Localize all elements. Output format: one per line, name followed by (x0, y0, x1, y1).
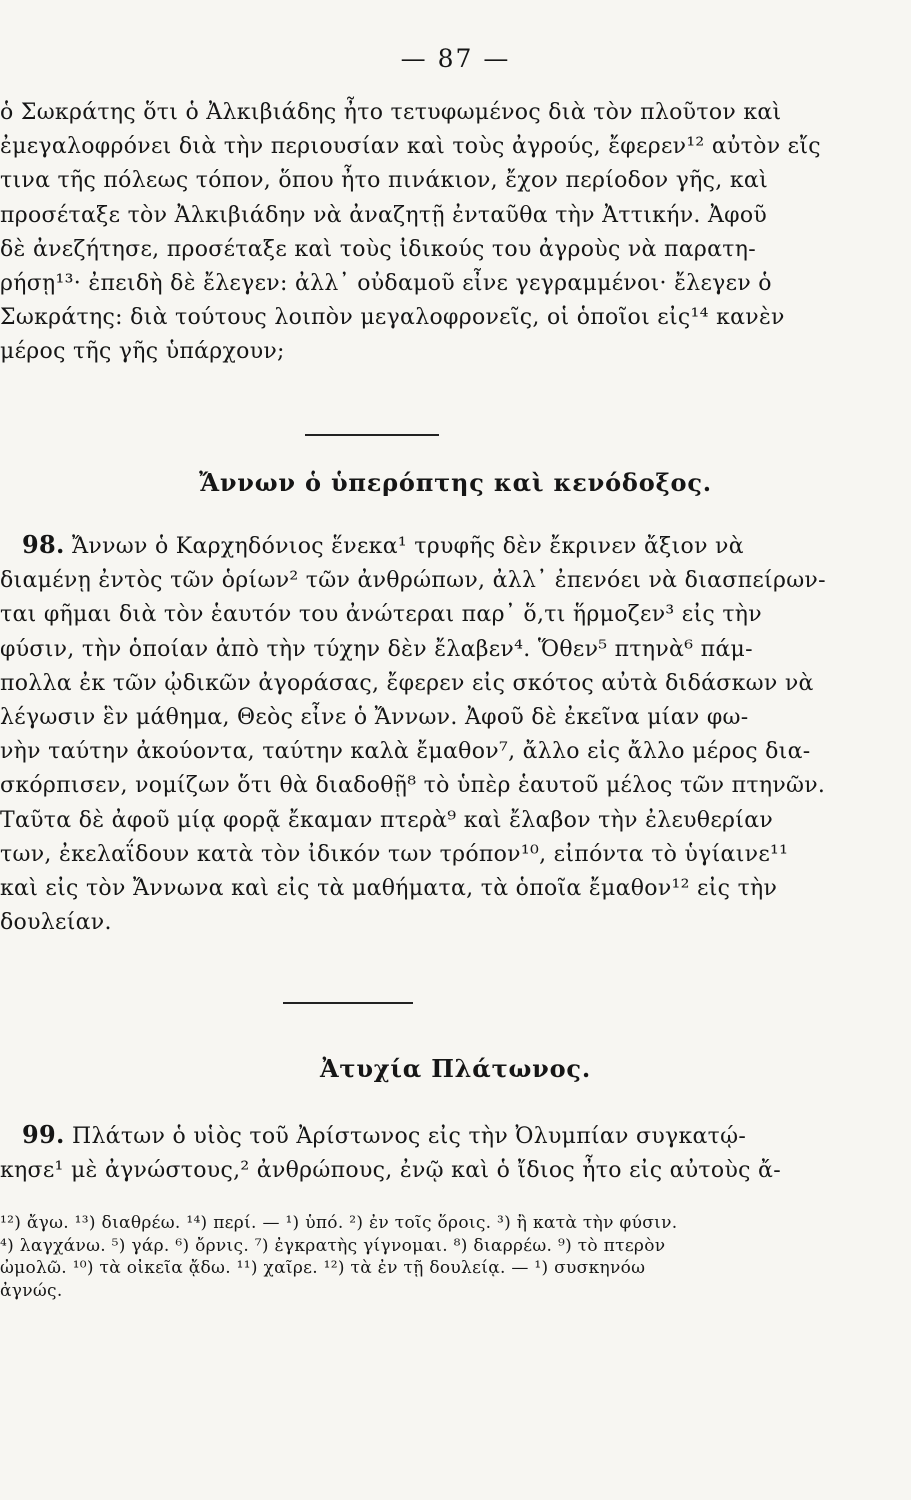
text-line: ρήσῃ¹³· ἐπειδὴ δὲ ἔλεγεν: ἀλλ᾽ οὐδαμοῦ εἶνε γεγραμμένοι· ἔλεγεν ὁ (0, 271, 772, 297)
text-line: προσέταξε τὸν Ἀλκιβιάδην νὰ ἀναζητῇ ἐνταῦθα τὴν Ἀττικήν. Ἀφοῦ (0, 202, 768, 228)
section-divider (305, 434, 439, 436)
text-line: λέγωσιν ἓν μάθημα, Θεὸς εἶνε ὁ Ἄννων. Ἀφοῦ δὲ ἐκεῖνα μίαν φω- (0, 705, 749, 731)
footnote-line: ὠμολῶ. ¹⁰) τὰ οἰκεῖα ᾄδω. ¹¹) χαῖρε. ¹²) τὰ ἐν τῇ δουλείᾳ. — ¹) συσκηνόω (0, 1258, 646, 1278)
section-number: 99. (22, 1120, 65, 1149)
text-line: μέρος τῆς γῆς ὑπάρχουν; (0, 339, 285, 365)
footnotes (0, 1212, 880, 1302)
text-line: δὲ ἀνεζήτησε, προσέταξε καὶ τοὺς ἰδικούς του ἀγροὺς νὰ παρατη- (0, 236, 756, 262)
section-divider (283, 1002, 413, 1004)
text-line: φύσιν, τὴν ὁποίαν ἀπὸ τὴν τύχην δὲν ἔλαβεν⁴. Ὅθεν⁵ πτηνὰ⁶ πάμ- (0, 636, 753, 662)
first-line-text: Πλάτων ὁ υἱὸς τοῦ Ἀρίστωνος εἰς τὴν Ὀλυμπίαν συγκατῴ- (71, 1124, 747, 1149)
text-line: κησε¹ μὲ ἀγνώστους,² ἀνθρώπους, ἐνῷ καὶ ὁ ἴδιος ἦτο εἰς αὐτοὺς ἄ- (0, 1158, 781, 1184)
section-number: 98. (22, 530, 65, 559)
page-number: — 87 — (400, 44, 511, 73)
text-line: νὴν ταύτην ἀκούοντα, ταύτην καλὰ ἔμαθον⁷, ἄλλο εἰς ἄλλο μέρος δια- (0, 739, 811, 765)
text-line: Σωκράτης: διὰ τούτους λοιπὸν μεγαλοφρονεῖς, οἱ ὁποῖοι εἰς¹⁴ κανὲν (0, 305, 785, 331)
text-line: των, ἐκελαΐδουν κατὰ τὸν ἰδικόν των τρόπον¹⁰, εἰπόντα τὸ ὑγίαινε¹¹ (0, 841, 789, 867)
footnote-line: ⁴) λαγχάνω. ⁵) γάρ. ⁶) ὄρνις. ⁷) ἐγκρατὴς γίγνομαι. ⁸) διαρρέω. ⁹) τὸ πτερὸν (0, 1235, 666, 1256)
section-99-paragraph (0, 1118, 880, 1188)
text-line: ται φῆμαι διὰ τὸν ἑαυτόν του ἀνώτεραι παρ᾽ ὅ,τι ἥρμοζεν³ εἰς τὴν (0, 602, 762, 628)
text-line: καὶ εἰς τὸν Ἄννωνα καὶ εἰς τὰ μαθήματα, τὰ ὁποῖα ἔμαθον¹² εἰς τὴν (0, 876, 778, 902)
section-heading-98: Ἄννων ὁ ὑπερόπτης καὶ κενόδοξος. (199, 468, 712, 497)
first-line-text: Ἄννων ὁ Καρχηδόνιος ἕνεκα¹ τρυφῆς δὲν ἔκρινεν ἄξιον νὰ (71, 534, 744, 559)
section-98-paragraph (0, 528, 880, 940)
text-line: ὁ Σωκράτης ὅτι ὁ Ἀλκιβιάδης ἦτο τετυφωμένος διὰ τὸν πλοῦτον καὶ (0, 100, 782, 125)
text-line: πολλα ἐκ τῶν ᾠδικῶν ἀγοράσας, ἔφερεν εἰς σκότος αὐτὰ διδάσκων νὰ (0, 670, 814, 696)
text-line: δουλείαν. (0, 910, 112, 936)
footnote-line: ἀγνώς. (0, 1280, 63, 1301)
footnote-line: ¹²) ἄγω. ¹³) διαθρέω. ¹⁴) περί. — ¹) ὑπό. ²) ἐν τοῖς ὅροις. ³) ἢ κατὰ τὴν φύσιν. (0, 1213, 678, 1233)
section-heading-99: Ἀτυχία Πλάτωνος. (319, 1054, 592, 1083)
text-line: Ταῦτα δὲ ἀφοῦ μίᾳ φορᾷ ἔκαμαν πτερὰ⁹ καὶ ἔλαβον τὴν ἐλευθερίαν (0, 807, 774, 833)
text-line: διαμένῃ ἐντὸς τῶν ὁρίων² τῶν ἀνθρώπων, ἀλλ᾽ ἐπενόει νὰ διασπείρων- (0, 568, 826, 594)
text-line: σκόρπισεν, νομίζων ὅτι θὰ διαδοθῇ⁸ τὸ ὑπὲρ ἑαυτοῦ μέλος τῶν πτηνῶν. (0, 773, 826, 799)
text-line (0, 1118, 880, 1154)
text-line: τινα τῆς πόλεως τόπον, ὅπου ἦτο πινάκιον, ἔχον περίοδον γῆς, καὶ (0, 168, 769, 194)
intro-paragraph (0, 96, 880, 370)
text-line: ἐμεγαλοφρόνει διὰ τὴν περιουσίαν καὶ τοὺς ἀγρούς, ἔφερεν¹² αὐτὸν εἴς (0, 134, 821, 160)
text-line (0, 528, 880, 564)
